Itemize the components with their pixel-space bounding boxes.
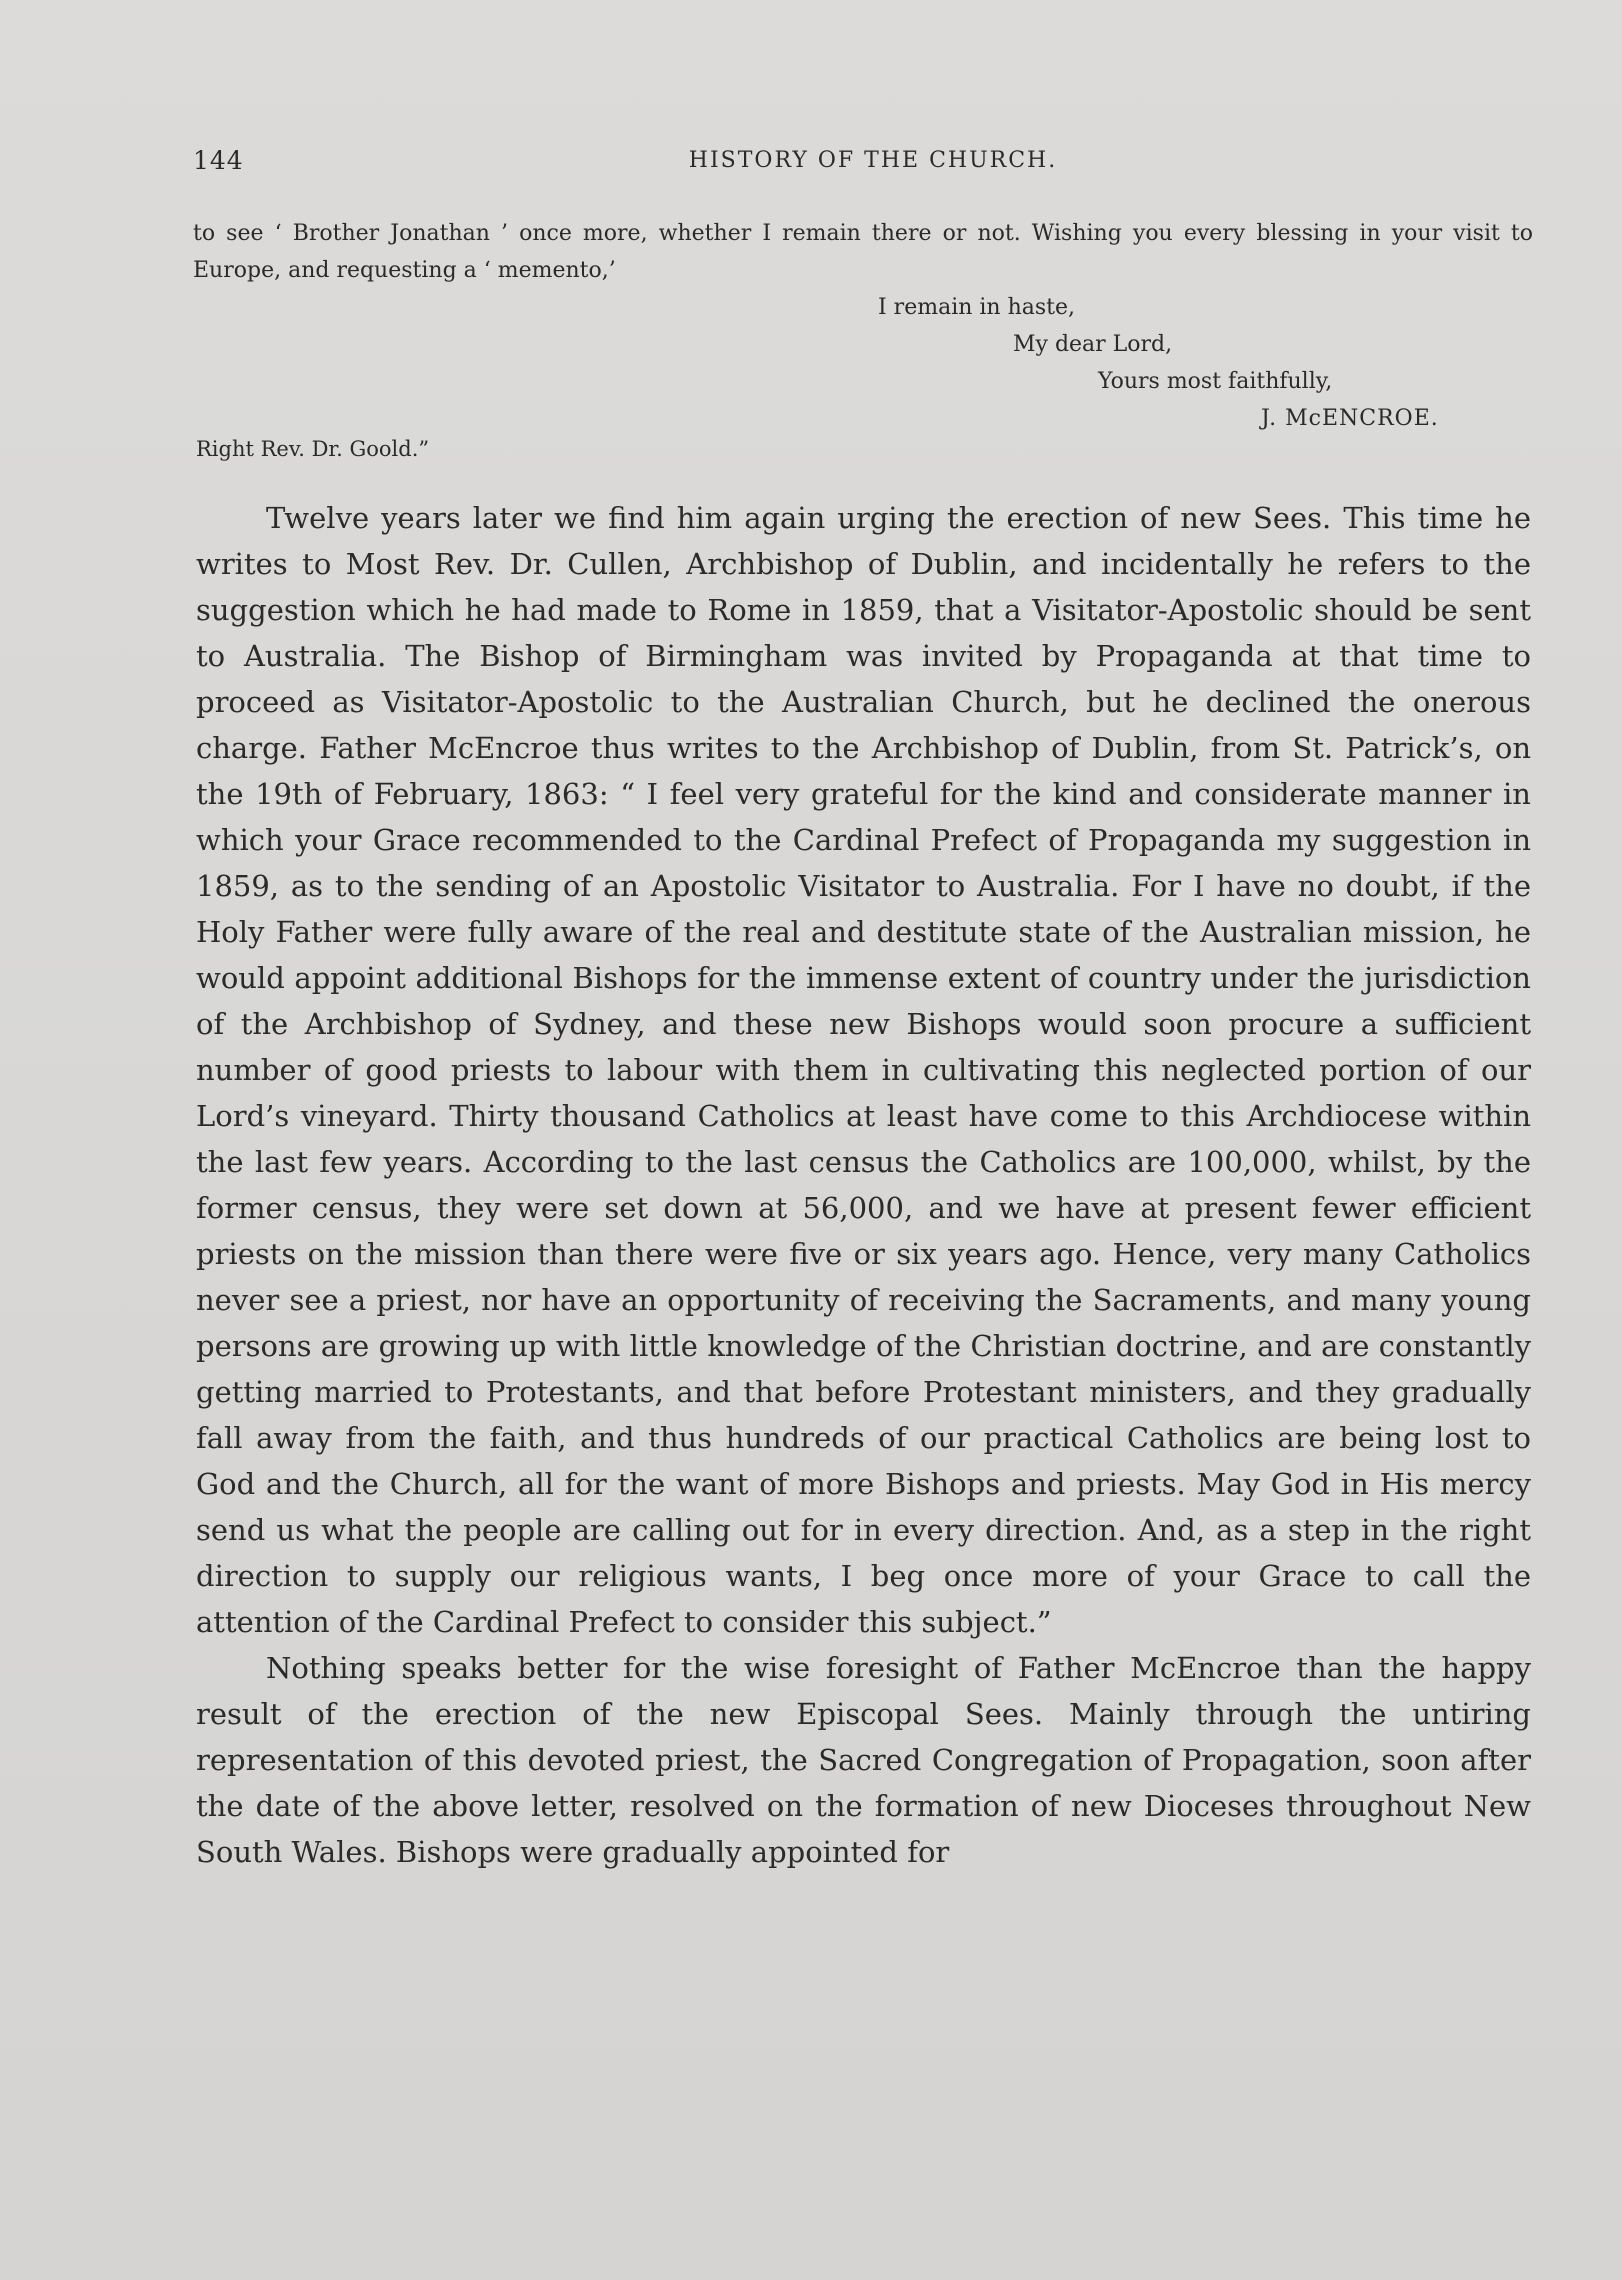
letter-closing bbox=[193, 289, 1533, 439]
body-text bbox=[196, 495, 1531, 1875]
signature: J. McENCROE. bbox=[1261, 406, 1439, 431]
closing-line-3: Yours most faithfully, bbox=[1098, 369, 1333, 394]
closing-line-2: My dear Lord, bbox=[1013, 332, 1173, 357]
paragraph: Twelve years later we find him again urging the erection of new Sees. This time he writes to Most Rev. Dr. Cullen, Archbishop of Dublin, and incidentally he refers to the suggestion which he had made to Rome in 1859, that a Visitator-Apostolic should be sent to Australia. The Bishop of Birmingham was invited by Propaganda at that time to proceed as Visitator-Apostolic to the Australian Church, but he declined the onerous charge. Father McEncroe thus writes to the Archbishop of Dublin, from St. Patrick’s, on the 19th of February, 1863: “ I feel very grateful for the kind and considerate manner in which your Grace recommended to the Cardinal Prefect of Propaganda my suggestion in 1859, as to the sending of an Apostolic Visitator to Australia. For I have no doubt, if the Holy Father were fully aware of the real and destitute state of the Australian mission, he would appoint additional Bishops for the immense extent of country under the jurisdiction of the Archbishop of Sydney, and these new Bishops would soon procure a sufficient number of good priests to labour with them in cultivating this neglected portion of our Lord’s vineyard. Thirty thousand Catholics at least have come to this Archdiocese within the last few years. According to the last census the Catholics are 100,000, whilst, by the former census, they were set down at 56,000, and we have at present fewer efficient priests on the mission than there were five or six years ago. Hence, very many Catholics never see a priest, nor have an opportunity of receiving the Sacraments, and many young persons are growing up with little knowledge of the Christian doctrine, and are constantly getting married to Protestants, and that before Protestant ministers, and they gradually fall away from the faith, and thus hundreds of our practical Catholics are being lost to God and the Church, all for the want of more Bishops and priests. May God in His mercy send us what the people are calling out for in every direction. And, as a step in the right direction to supply our religious wants, I beg once more of your Grace to call the attention of the Cardinal Prefect to consider this subject.” bbox=[196, 501, 1531, 1639]
letter-excerpt bbox=[193, 215, 1533, 439]
page-number: 144 bbox=[193, 146, 244, 175]
letter-recipient: Right Rev. Dr. Goold.” bbox=[196, 437, 430, 461]
running-title: HISTORY OF THE CHURCH. bbox=[688, 148, 1058, 173]
closing-line-1: I remain in haste, bbox=[878, 295, 1076, 320]
letter-text: to see ‘ Brother Jonathan ’ once more, whether I remain there or not. Wishing you every blessing in your visit to Europe, and requesting a ‘ memento,’ bbox=[193, 221, 1533, 283]
page-header bbox=[193, 146, 1533, 180]
paragraph: Nothing speaks better for the wise foresight of Father McEncroe than the happy result of the erection of the new Episcopal Sees. Mainly through the untiring representation of this devoted priest, the Sacred Congregation of Propagation, soon after the date of the above letter, resolved on the formation of new Dioceses throughout New South Wales. Bishops were gradually appointed for bbox=[196, 1651, 1531, 1869]
